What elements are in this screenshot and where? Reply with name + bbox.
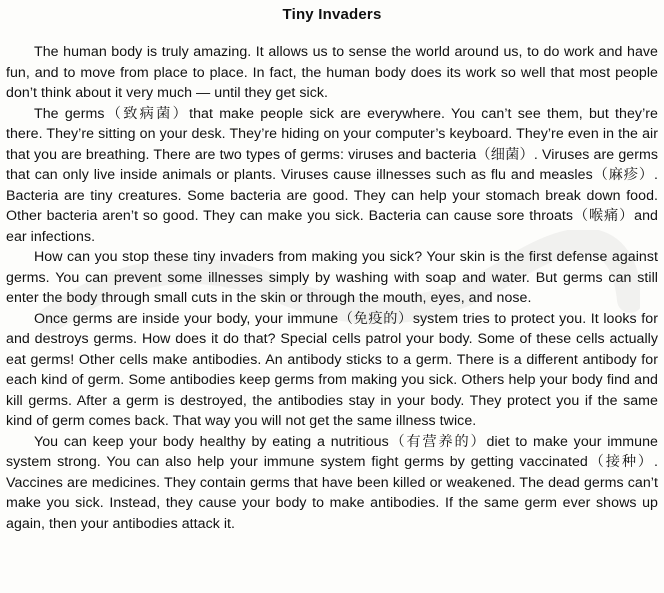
paragraph-4: Once germs are inside your body, your immune（免疫的）system tries to protect you. It looks for and destroys germs. How does it do that? Special cells patrol your body. Some of these cells actually eat germs! Other cells make antibodies. An antibody sticks to a germ. There is a different antibody for each kind of germ. Some antibodies keep germs from making you sick. Others help your body find and kill germs. After a germ is destroyed, the antibodies stay in your body. They protect you if the same kind of germ comes back. That way you will not get the same illness twice. [6, 310, 658, 429]
paragraph-5: You can keep your body healthy by eating a nutritious（有营养的）diet to make your immune system strong. You can also help your immune system fight germs by getting vaccinated（接种）. Vaccines are medicines. They contain germs that have been killed or weakened. The dead germs can’t make you sick. Instead, they cause your body to make antibodies. If the same germ ever shows up again, then your antibodies attack it. [6, 433, 658, 532]
document-body [6, 42, 658, 534]
paragraph-2: The germs（致病菌）that make people sick are everywhere. You can’t see them, but they’re there. They’re sitting on your desk. They’re hiding on your computer’s keyboard. They’re even in the air that you are breathing. There are two types of germs: viruses and bacteria（细菌）. Viruses are germs that can only live inside animals or plants. Viruses cause illnesses such as flu and measles（麻疹）. Bacteria are tiny creatures. Some bacteria are good. They can help your stomach break down food. Other bacteria aren’t so good. They can make you sick. Bacteria can cause sore throats（喉痛）and ear infections. [6, 105, 658, 245]
document-title: Tiny Invaders [282, 6, 382, 23]
paragraph-1: The human body is truly amazing. It allows us to sense the world around us, to do work and have fun, and to move from place to place. In fact, the human body does its work so well that most people don’t think about it very much — until they get sick. [6, 44, 658, 101]
paragraph-3: How can you stop these tiny invaders from making you sick? Your skin is the first defense against germs. You can prevent some illnesses simply by washing with soap and water. But germs can still enter the body through small cuts in the skin or through the mouth, eyes, and nose. [6, 249, 658, 306]
